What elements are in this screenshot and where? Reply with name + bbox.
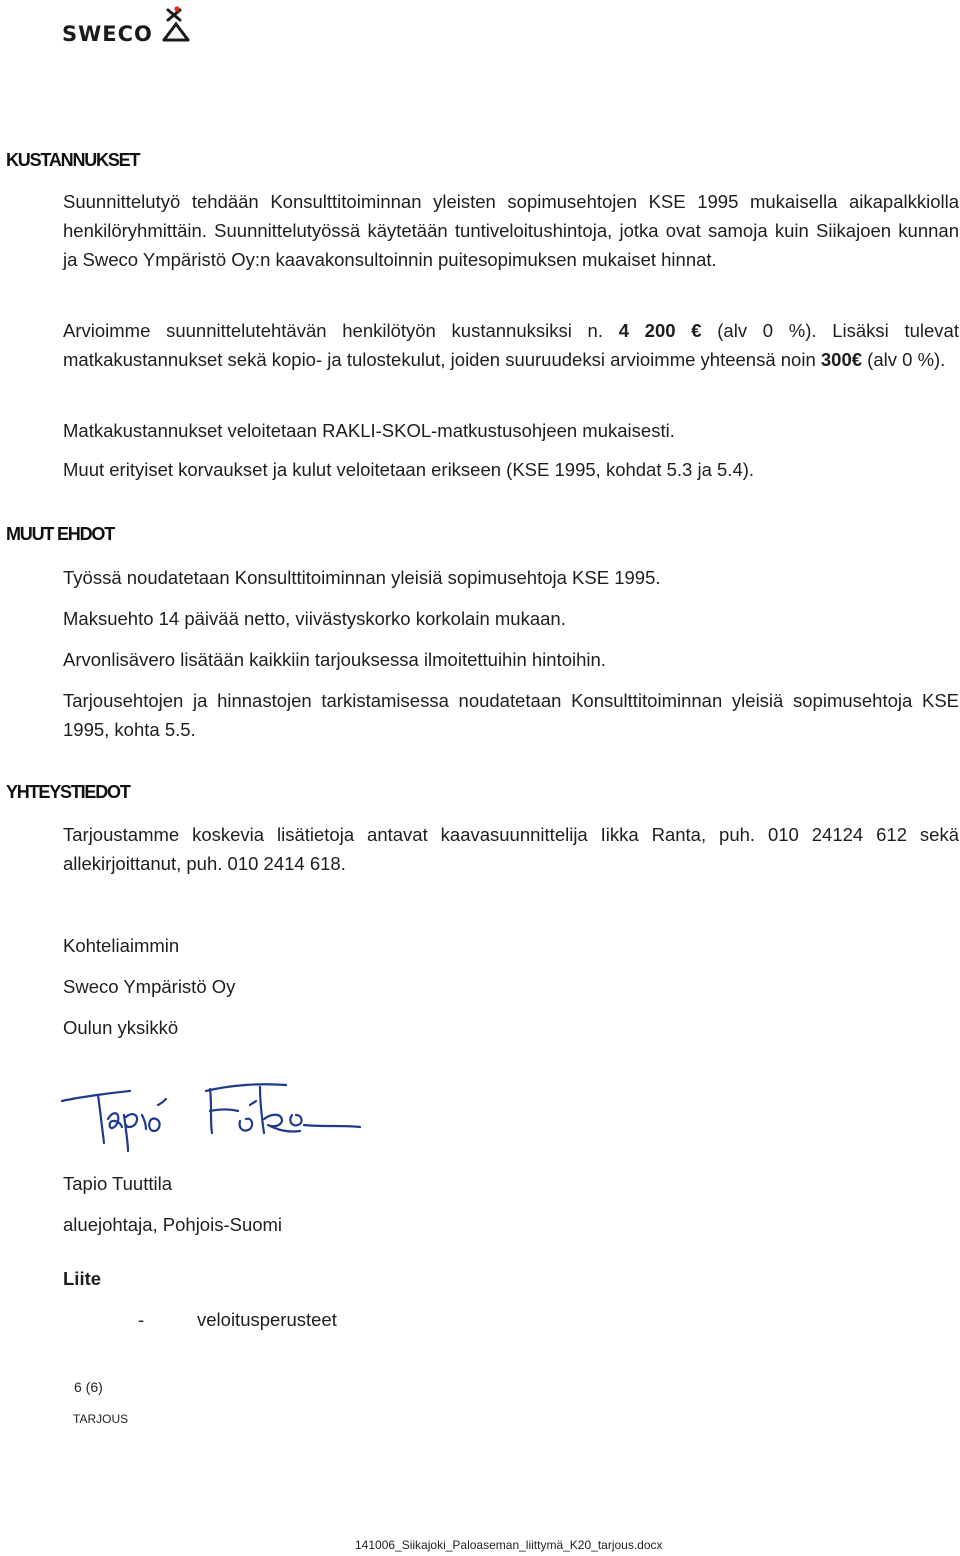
closing-greeting: Kohteliaimmin: [63, 935, 180, 956]
attachments-heading: Liite: [63, 1268, 102, 1289]
kustannukset-paragraph-1: Suunnittelutyö tehdään Konsulttitoiminnan yleisten sopimusehtojen KSE 1995 mukaisella aikapalkkiolla henkilöryhmittäin. Suunnittelutyössä käytetään tuntiveloitushintoja, jotka ovat samoja kuin Siikajoen kunnan ja Sweco Ympäristö Oy:n kaavakonsultoinnin puitesopimuksen mukaiset hinnat.: [63, 191, 959, 270]
logo-wordmark: SWECO: [62, 22, 153, 46]
attachment-bullet: -: [138, 1309, 145, 1330]
muut-ehdot-line-2: Maksuehto 14 päivää netto, viivästyskorko korkolain mukaan.: [63, 608, 566, 629]
kustannukset-paragraph-4: Muut erityiset korvaukset ja kulut veloitetaan erikseen (KSE 1995, kohdat 5.3 ja 5.4).: [63, 459, 755, 480]
attachment-item: veloitusperusteet: [197, 1309, 337, 1330]
kustannukset-paragraph-3: Matkakustannukset veloitetaan RAKLI-SKOL-matkustusohjeen mukaisesti.: [63, 420, 675, 441]
vat-note: (alv 0 %).: [862, 349, 946, 370]
signer-title: aluejohtaja, Pohjois-Suomi: [63, 1214, 283, 1235]
signer-name: Tapio Tuuttila: [63, 1173, 173, 1194]
muut-ehdot-line-1: Työssä noudatetaan Konsulttitoiminnan yleisiä sopimusehtoja KSE 1995.: [63, 567, 661, 588]
section-heading-kustannukset: KUSTANNUKSET: [6, 150, 140, 170]
document-filename: 141006_Siikajoki_Paloaseman_liittymä_K20_tarjous.docx: [355, 1538, 663, 1552]
section-heading-muut-ehdot: MUUT EHDOT: [6, 524, 114, 544]
labour-cost-amount: 4 200 €: [618, 320, 702, 341]
section-heading-yhteystiedot: YHTEYSTIEDOT: [6, 782, 130, 802]
yhteystiedot-paragraph: Tarjoustamme koskevia lisätietoja antavat kaavasuunnittelija Iikka Ranta, puh. 010 24124 612 sekä allekirjoittanut, puh. 010 2414 618.: [63, 824, 959, 874]
travel-cost-amount: 300€: [820, 349, 863, 370]
closing-company: Sweco Ympäristö Oy: [63, 976, 236, 997]
company-logo: [62, 6, 192, 46]
logo-mark-icon: [162, 6, 190, 44]
kustannukset-paragraph-2: [63, 316, 959, 374]
document-type: TARJOUS: [73, 1412, 129, 1426]
page-number: 6 (6): [74, 1379, 103, 1395]
closing-unit: Oulun yksikkö: [63, 1017, 179, 1038]
muut-ehdot-line-4: Tarjousehtojen ja hinnastojen tarkistamisessa noudatetaan Konsulttitoiminnan yleisiä sopimusehtoja KSE 1995, kohta 5.5.: [63, 690, 959, 740]
handwritten-signature: [60, 1075, 370, 1155]
muut-ehdot-line-3: Arvonlisävero lisätään kaikkiin tarjouksessa ilmoitettuihin hintoihin.: [63, 649, 606, 670]
cost-estimate-text: Arvioimme suunnittelutehtävän henkilötyön kustannuksiksi n.: [63, 320, 619, 341]
travel-costs-text: (alv 0 %). Lisäksi tulevat matkakustannukset sekä kopio- ja tulostekulut, joiden suuruudeksi arvioimme yhteensä noin: [63, 320, 959, 370]
